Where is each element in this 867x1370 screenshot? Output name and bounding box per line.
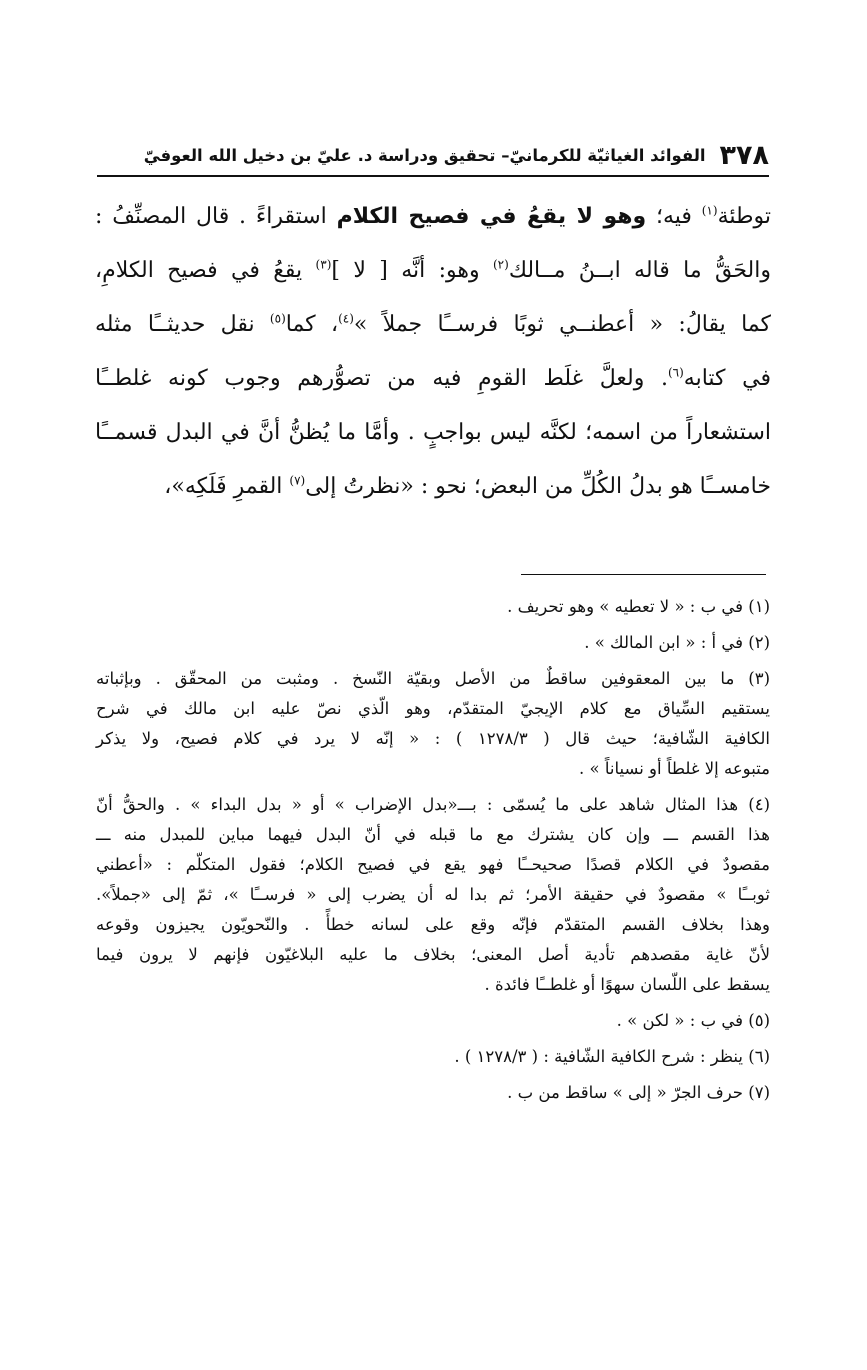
footnote-ref: (٤) — [338, 311, 354, 326]
main-line — [95, 244, 771, 298]
text-run: في كتابه — [683, 366, 771, 391]
main-line — [95, 190, 771, 244]
footnote-line: ثوبــًا » مقصودٌ في حقيقة الأمر؛ ثم بدا له أن يضرب إلى « فرســًا »، ثمّ إلى «جملاً». — [96, 885, 770, 904]
footnote-line: وهذا بخلاف القسم المتقدّم فإنّه وقع على لسانه خطأً . والنّحويّون يجيزون وقوعه — [96, 915, 770, 934]
footnote-line: لأنّ غاية مقصدهم تأدية أصل المعنى؛ بخلاف ما عليه البلاغيّون فإنهم لا يرون فيما — [96, 945, 770, 964]
footnote-line: هذا القسم ـــ وإن كان يشترك مع ما قبله في أنّ البدل فيهما مباين للمبدل منه ـــ — [96, 825, 770, 844]
footnote-line: متبوعه إلا غلطاً أو نسياناً » . — [579, 759, 770, 778]
page-number: ٣٧٨ — [719, 139, 769, 171]
text-run: والحَقُّ ما قاله ابــنُ مــالك — [508, 258, 771, 283]
footnote-separator — [521, 574, 766, 575]
text-run: وهو: أنَّه [ لا ] — [331, 258, 493, 283]
footnote-ref: (٢) — [492, 257, 509, 272]
footnote-2 — [96, 628, 770, 658]
text-run: خامســًا هو بدلُ الكُلِّ من البعض؛ نحو : «نظرتُ إلى — [305, 474, 771, 499]
text-run: القمرِ فَلَكِه»، — [164, 474, 290, 499]
footnote-ref: (٥) — [269, 311, 286, 326]
text-run: استشعاراً من اسمه؛ لكنَّه ليس بواجبٍ . وأمَّا ما يُظنُّ أنَّ في البدل قسمــًا — [95, 420, 771, 445]
footnote-4 — [96, 790, 770, 1000]
footnote-line: (٧) حرف الجرّ « إلى » ساقط من ب . — [507, 1083, 770, 1102]
text-run: . ولعلَّ غلَط القومِ فيه من تصوُّرهم وجوب كونه غلطــًا — [95, 366, 668, 391]
footnote-ref: (١) — [701, 203, 718, 218]
page-header — [97, 135, 769, 177]
footnote-ref: (٦) — [667, 365, 684, 380]
footnote-line: يستقيم السِّياق مع كلام الإيجيّ المتقدّم، وهو الّذي نصّ عليه ابن مالك في شرح — [96, 699, 770, 718]
bold-phrase: وهو لا يقعُ في فصيح الكلام — [336, 204, 647, 229]
text-run: توطئة — [717, 204, 771, 229]
footnote-line: (٣) ما بين المعقوفين ساقطٌ من الأصل وبقيّة النّسخ . ومثبت من المحقّق . وبإثباته — [96, 669, 770, 688]
footnote-ref: (٧) — [289, 473, 306, 488]
footnote-line: (١) في ب : « لا تعطيه » وهو تحريف . — [507, 597, 770, 616]
text-run: كما يقالُ: « أعطنــي ثوبًا فرســًا جملاً » — [353, 312, 771, 337]
footnote-line: الكافية الشّافية؛ حيث قال ( ١٢٧٨/٣ ) : « إنّه لا يرد في كلام فصيح، ولا يذكر — [96, 729, 770, 748]
footnotes — [96, 592, 770, 1114]
footnote-line: مقصودٌ في الكلام قصدًا صحيحــًا فهو يقع في فصيح الكلام؛ فقول المتكلّم : «أعطني — [96, 855, 770, 874]
footnote-line: (٦) ينظر : شرح الكافية الشّافية : ( ١٢٧٨/٣ ) . — [454, 1047, 770, 1066]
main-line — [95, 298, 771, 352]
text-run: فيه؛ — [646, 204, 702, 229]
text-run: يقعُ في فصيح الكلامِ، — [95, 258, 316, 283]
footnote-7 — [96, 1078, 770, 1108]
footnote-line: يسقط على اللّسان سهوًا أو غلطــًا فائدة . — [484, 975, 770, 994]
footnote-ref: (٣) — [315, 257, 332, 272]
text-run: نقل حديثــًا مثله — [95, 312, 270, 337]
footnote-1 — [96, 592, 770, 622]
footnote-3 — [96, 664, 770, 784]
main-line — [95, 406, 771, 460]
text-run: ، كما — [285, 312, 339, 337]
footnote-6 — [96, 1042, 770, 1072]
footnote-line: (٢) في أ : « ابن المالك » . — [584, 633, 770, 652]
footnote-5 — [96, 1006, 770, 1036]
text-run: استقراءً . قال المصنِّفُ : — [95, 204, 337, 229]
main-line — [95, 352, 771, 406]
footnote-line: (٥) في ب : « لكن » . — [616, 1011, 770, 1030]
main-line — [95, 460, 771, 514]
main-text — [95, 190, 771, 514]
footnote-line: (٤) هذا المثال شاهد على ما يُسمّى : بـــ«بدل الإضراب » أو « بدل البداء » . والحقُّ أنّ — [96, 795, 770, 814]
running-title: الفوائد الغياثيّة للكرمانيّ– تحقيق ودراسة د. عليّ بن دخيل الله العوفيّ — [143, 145, 706, 165]
